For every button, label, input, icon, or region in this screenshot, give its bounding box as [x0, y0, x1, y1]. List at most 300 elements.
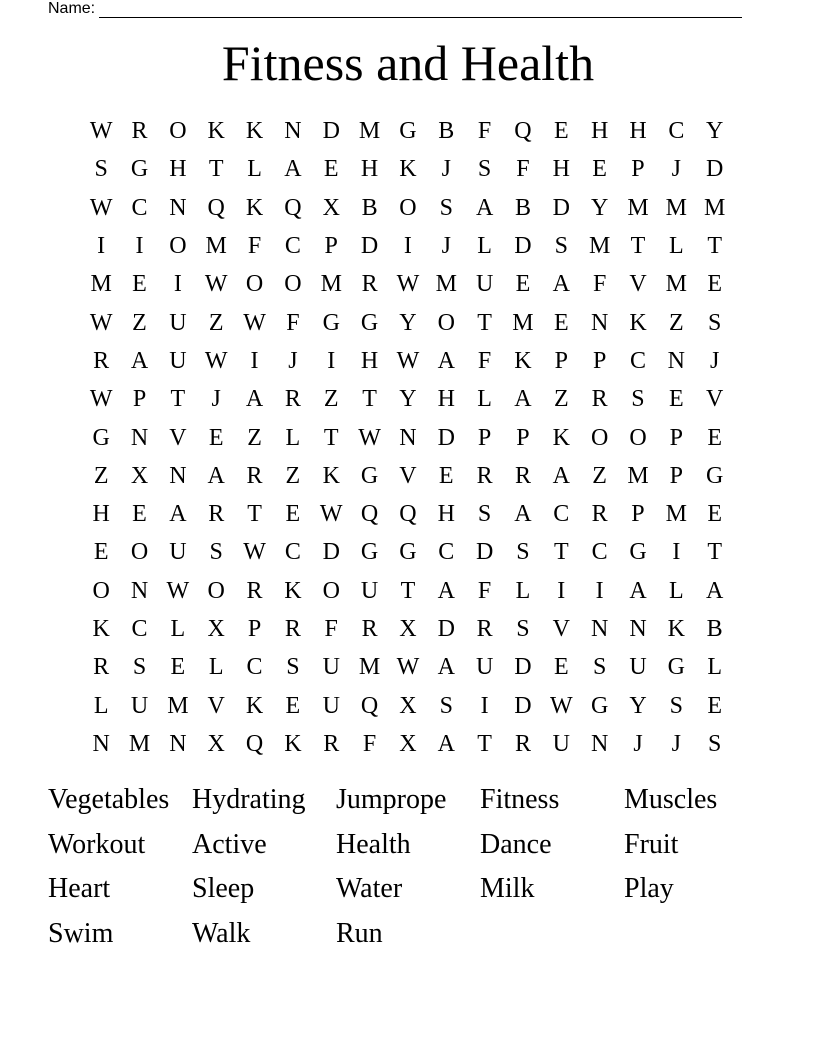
grid-letter[interactable]: L	[170, 616, 186, 642]
grid-letter[interactable]: V	[399, 462, 417, 489]
grid-letter[interactable]: D	[475, 539, 494, 566]
grid-letter[interactable]: H	[92, 501, 110, 528]
grid-letter[interactable]: M	[704, 194, 726, 221]
grid-letter[interactable]: I	[480, 692, 489, 719]
grid-letter[interactable]: N	[130, 577, 149, 604]
grid-letter[interactable]: U	[475, 271, 494, 298]
grid-letter[interactable]: O	[169, 233, 187, 260]
grid-letter[interactable]: M	[90, 271, 112, 298]
grid-letter[interactable]: E	[515, 271, 531, 298]
grid-letter[interactable]: A	[284, 156, 302, 183]
grid-letter[interactable]: I	[250, 347, 259, 374]
grid-letter[interactable]: O	[629, 424, 647, 451]
grid-letter[interactable]: P	[592, 347, 607, 374]
grid-letter[interactable]: T	[477, 309, 492, 336]
grid-letter[interactable]: X	[399, 692, 417, 719]
grid-letter[interactable]: G	[130, 156, 149, 183]
grid-letter[interactable]: W	[396, 347, 420, 374]
word-list-item: Play	[624, 873, 674, 905]
grid-letter[interactable]: D	[437, 424, 455, 451]
grid-letter[interactable]: S	[94, 156, 108, 183]
grid-letter[interactable]: S	[592, 654, 607, 681]
grid-letter[interactable]: E	[323, 156, 339, 183]
grid-letter[interactable]: Y	[399, 309, 417, 336]
grid-letter[interactable]: M	[167, 692, 189, 719]
grid-letter[interactable]: U	[475, 654, 494, 681]
grid-letter[interactable]: T	[362, 386, 377, 413]
grid-letter[interactable]: G	[92, 424, 110, 451]
grid-letter[interactable]: L	[208, 654, 224, 681]
grid-letter[interactable]: Z	[285, 462, 301, 489]
grid-letter[interactable]: P	[631, 501, 645, 528]
grid-letter[interactable]: S	[477, 156, 492, 183]
word-list-item: Fruit	[624, 828, 679, 860]
grid-letter[interactable]: T	[630, 233, 646, 260]
grid-letter[interactable]: F	[516, 156, 530, 183]
grid-letter[interactable]: J	[671, 156, 681, 183]
grid-letter[interactable]: S	[707, 730, 722, 757]
grid-letter[interactable]: L	[477, 386, 492, 413]
grid-letter[interactable]: L	[668, 233, 684, 260]
grid-letter[interactable]: Q	[514, 118, 532, 145]
grid-letter[interactable]: M	[665, 271, 687, 298]
grid-letter[interactable]: D	[706, 156, 724, 183]
grid-letter[interactable]: P	[247, 616, 262, 642]
grid-letter[interactable]: J	[710, 347, 720, 374]
word-list-item: Sleep	[192, 873, 255, 905]
grid-letter[interactable]: M	[128, 730, 151, 757]
grid-letter[interactable]: O	[245, 271, 264, 298]
grid-letter[interactable]: E	[285, 501, 301, 528]
grid-letter[interactable]: I	[173, 271, 182, 298]
grid-letter[interactable]: E	[93, 539, 109, 566]
grid-letter[interactable]: T	[477, 730, 492, 757]
grid-letter[interactable]: U	[169, 539, 187, 566]
grid-letter[interactable]: R	[591, 501, 608, 528]
grid-letter[interactable]: R	[246, 462, 263, 489]
grid-letter[interactable]: A	[475, 194, 494, 221]
grid-letter[interactable]: K	[245, 118, 264, 145]
grid-letter[interactable]: O	[399, 194, 417, 221]
grid-letter[interactable]: A	[169, 501, 187, 528]
grid-letter[interactable]: C	[284, 233, 301, 260]
grid-letter[interactable]: U	[130, 692, 149, 719]
grid-letter[interactable]: U	[322, 692, 340, 719]
grid-letter[interactable]: N	[399, 424, 417, 451]
grid-letter[interactable]: W	[204, 347, 228, 374]
grid-letter[interactable]: A	[552, 271, 570, 298]
grid-letter[interactable]: K	[284, 577, 302, 604]
grid-letter[interactable]: K	[667, 616, 685, 642]
grid-letter[interactable]: W	[396, 654, 420, 681]
grid-letter[interactable]: O	[322, 577, 340, 604]
grid-letter[interactable]: F	[286, 309, 300, 336]
grid-letter[interactable]: L	[668, 577, 684, 604]
grid-letter[interactable]: O	[284, 271, 302, 298]
grid-letter[interactable]: T	[208, 156, 224, 183]
grid-letter[interactable]: K	[552, 424, 570, 451]
grid-letter[interactable]: N	[92, 730, 110, 757]
grid-letter[interactable]: C	[246, 654, 263, 681]
grid-letter[interactable]: B	[706, 616, 723, 642]
grid-letter[interactable]: H	[360, 347, 379, 374]
grid-letter[interactable]: E	[553, 309, 569, 336]
grid-letter[interactable]: S	[516, 539, 530, 566]
grid-letter[interactable]: C	[438, 539, 455, 566]
grid-letter[interactable]: W	[319, 501, 343, 528]
grid-letter[interactable]: F	[247, 233, 262, 260]
grid-letter[interactable]: N	[629, 616, 647, 642]
grid-letter[interactable]: C	[284, 539, 301, 566]
grid-letter[interactable]: M	[320, 271, 342, 298]
grid-letter[interactable]: W	[89, 386, 113, 413]
grid-letter[interactable]: F	[477, 118, 492, 145]
grid-letter[interactable]: M	[435, 271, 457, 298]
grid-letter[interactable]: L	[247, 156, 262, 183]
grid-letter[interactable]: G	[360, 309, 379, 336]
grid-letter[interactable]: B	[514, 194, 531, 221]
grid-letter[interactable]: C	[591, 539, 608, 566]
grid-letter[interactable]: F	[362, 730, 377, 757]
grid-letter[interactable]: B	[438, 118, 455, 145]
grid-letter[interactable]: G	[629, 539, 647, 566]
grid-letter[interactable]: N	[284, 118, 302, 145]
grid-letter[interactable]: J	[441, 233, 451, 260]
grid-letter[interactable]: W	[358, 424, 381, 451]
grid-letter[interactable]: R	[208, 501, 225, 528]
grid-letter[interactable]: O	[130, 539, 149, 566]
grid-letter[interactable]: R	[591, 386, 608, 413]
grid-letter[interactable]: S	[439, 194, 453, 221]
grid-row	[82, 303, 734, 341]
grid-letter[interactable]: S	[631, 386, 645, 413]
grid-letter[interactable]: S	[132, 654, 147, 681]
grid-letter[interactable]: F	[324, 616, 338, 642]
grid-letter[interactable]: Z	[323, 386, 339, 413]
grid-letter[interactable]: T	[707, 539, 722, 566]
grid-letter[interactable]: E	[170, 654, 186, 681]
grid-letter[interactable]: I	[327, 347, 336, 374]
grid-letter[interactable]: W	[549, 692, 573, 719]
grid-letter[interactable]: T	[323, 424, 339, 451]
grid-letter[interactable]: G	[399, 539, 417, 566]
grid-letter[interactable]: I	[595, 577, 604, 604]
grid-letter[interactable]: C	[629, 347, 646, 374]
grid-letter[interactable]: E	[208, 424, 224, 451]
grid-row	[82, 227, 734, 265]
grid-letter[interactable]: M	[627, 462, 649, 489]
grid-letter[interactable]: U	[360, 577, 379, 604]
grid-row	[82, 610, 734, 648]
grid-letter[interactable]: H	[629, 118, 647, 145]
grid-letter[interactable]: E	[285, 692, 301, 719]
grid-letter[interactable]: A	[437, 654, 455, 681]
grid-letter[interactable]: P	[324, 233, 338, 260]
grid-letter[interactable]: K	[284, 730, 302, 757]
grid-letter[interactable]: J	[211, 386, 221, 413]
grid-letter[interactable]: K	[207, 118, 225, 145]
grid-letter[interactable]: Z	[132, 309, 147, 336]
grid-letter[interactable]: D	[514, 654, 532, 681]
grid-letter[interactable]: F	[477, 577, 492, 604]
grid-letter[interactable]: P	[132, 386, 147, 413]
grid-letter[interactable]: M	[627, 194, 649, 221]
grid-letter[interactable]: W	[243, 309, 266, 336]
grid-letter[interactable]: P	[669, 424, 683, 451]
grid-letter[interactable]: D	[552, 194, 570, 221]
grid-letter[interactable]: D	[322, 118, 340, 145]
grid-letter[interactable]: R	[361, 271, 378, 298]
grid-letter[interactable]: R	[93, 347, 110, 374]
grid-letter[interactable]: N	[130, 424, 149, 451]
grid-letter[interactable]: Q	[399, 501, 417, 528]
grid-letter[interactable]: F	[592, 271, 607, 298]
grid-letter[interactable]: A	[706, 577, 724, 604]
grid-letter[interactable]: N	[590, 616, 609, 642]
grid-letter[interactable]: R	[246, 577, 263, 604]
grid-letter[interactable]: D	[514, 692, 532, 719]
grid-letter[interactable]: S	[439, 692, 453, 719]
grid-letter[interactable]: A	[514, 501, 532, 528]
grid-letter[interactable]: N	[590, 730, 609, 757]
grid-letter[interactable]: N	[169, 194, 187, 221]
grid-letter[interactable]: Q	[207, 194, 225, 221]
grid-letter[interactable]: O	[92, 577, 110, 604]
grid-letter[interactable]: Y	[590, 194, 609, 221]
grid-letter[interactable]: G	[360, 462, 379, 489]
word-search-grid	[82, 112, 734, 763]
name-underline[interactable]	[99, 2, 742, 18]
grid-letter[interactable]: K	[322, 462, 340, 489]
grid-letter[interactable]: U	[169, 309, 187, 336]
grid-letter[interactable]: J	[633, 730, 643, 757]
grid-letter[interactable]: O	[169, 118, 187, 145]
grid-letter[interactable]: D	[514, 233, 532, 260]
grid-letter[interactable]: S	[554, 233, 568, 260]
grid-letter[interactable]: Y	[629, 692, 647, 719]
grid-letter[interactable]: E	[132, 501, 147, 528]
grid-letter[interactable]: Z	[93, 462, 109, 489]
grid-letter[interactable]: I	[135, 233, 144, 260]
grid-letter[interactable]: L	[707, 654, 722, 681]
grid-letter[interactable]: A	[437, 730, 455, 757]
grid-letter[interactable]: O	[590, 424, 609, 451]
grid-letter[interactable]: M	[205, 233, 227, 260]
grid-letter[interactable]: U	[629, 654, 647, 681]
grid-letter[interactable]: Y	[399, 386, 417, 413]
grid-row	[82, 533, 734, 571]
grid-letter[interactable]: U	[322, 654, 340, 681]
grid-letter[interactable]: W	[89, 309, 113, 336]
grid-letter[interactable]: M	[665, 501, 687, 528]
grid-letter[interactable]: W	[204, 271, 228, 298]
grid-letter[interactable]: I	[557, 577, 566, 604]
grid-letter[interactable]: U	[169, 347, 187, 374]
grid-letter[interactable]: H	[169, 156, 187, 183]
grid-letter[interactable]: S	[477, 501, 492, 528]
grid-letter[interactable]: H	[360, 156, 379, 183]
grid-letter[interactable]: C	[668, 118, 685, 145]
grid-letter[interactable]: T	[400, 577, 416, 604]
grid-letter[interactable]: K	[629, 309, 647, 336]
grid-letter[interactable]: R	[514, 730, 531, 757]
grid-letter[interactable]: A	[514, 386, 532, 413]
grid-letter[interactable]: R	[476, 462, 493, 489]
grid-letter[interactable]: Q	[245, 730, 264, 757]
grid-letter[interactable]: G	[322, 309, 340, 336]
grid-letter[interactable]: Q	[360, 692, 379, 719]
grid-letter[interactable]: W	[166, 577, 190, 604]
word-list-item: Swim	[48, 918, 114, 950]
grid-letter[interactable]: G	[667, 654, 685, 681]
grid-letter[interactable]: L	[477, 233, 492, 260]
grid-letter[interactable]: V	[706, 386, 724, 413]
grid-letter[interactable]: V	[552, 616, 570, 642]
grid-letter[interactable]: E	[707, 501, 722, 528]
grid-letter[interactable]: W	[89, 194, 113, 221]
grid-letter[interactable]: X	[130, 462, 149, 489]
grid-letter[interactable]: V	[207, 692, 225, 719]
grid-letter[interactable]: R	[476, 616, 493, 642]
grid-letter[interactable]: M	[358, 654, 381, 681]
grid-letter[interactable]: M	[358, 118, 381, 145]
grid-letter[interactable]: S	[516, 616, 530, 642]
grid-letter[interactable]: E	[553, 118, 569, 145]
grid-letter[interactable]: P	[477, 424, 492, 451]
grid-letter[interactable]: P	[631, 156, 645, 183]
grid-letter[interactable]: L	[515, 577, 531, 604]
grid-letter[interactable]: Q	[360, 501, 379, 528]
grid-letter[interactable]: G	[399, 118, 417, 145]
grid-letter[interactable]: W	[89, 118, 113, 145]
word-list-item: Muscles	[624, 784, 718, 815]
grid-letter[interactable]: F	[477, 347, 492, 374]
grid-letter[interactable]: J	[441, 156, 451, 183]
grid-letter[interactable]: T	[170, 386, 186, 413]
grid-letter[interactable]: G	[706, 462, 724, 489]
grid-letter[interactable]: N	[169, 730, 187, 757]
grid-letter[interactable]: W	[396, 271, 420, 298]
grid-letter[interactable]: A	[207, 462, 225, 489]
grid-letter[interactable]: H	[437, 386, 455, 413]
grid-letter[interactable]: C	[553, 501, 570, 528]
grid-letter[interactable]: S	[286, 654, 300, 681]
grid-letter[interactable]: V	[629, 271, 647, 298]
grid-letter[interactable]: Z	[668, 309, 684, 336]
grid-letter[interactable]: D	[360, 233, 379, 260]
grid-letter[interactable]: D	[322, 539, 340, 566]
grid-letter[interactable]: E	[553, 654, 569, 681]
grid-letter[interactable]: N	[667, 347, 685, 374]
grid-letter[interactable]: U	[552, 730, 570, 757]
grid-letter[interactable]: T	[707, 233, 722, 260]
grid-letter[interactable]: W	[243, 539, 266, 566]
grid-letter[interactable]: H	[590, 118, 609, 145]
grid-letter[interactable]: L	[285, 424, 301, 451]
grid-letter[interactable]: K	[399, 156, 417, 183]
grid-letter[interactable]: Q	[284, 194, 302, 221]
grid-letter[interactable]: A	[245, 386, 264, 413]
grid-letter[interactable]: R	[284, 616, 301, 642]
grid-letter[interactable]: G	[360, 539, 379, 566]
grid-letter[interactable]: R	[514, 462, 531, 489]
grid-letter[interactable]: C	[131, 616, 148, 642]
grid-letter[interactable]: O	[207, 577, 225, 604]
grid-letter[interactable]: E	[707, 271, 722, 298]
grid-letter[interactable]: E	[707, 424, 722, 451]
grid-letter[interactable]: I	[403, 233, 412, 260]
grid-letter[interactable]: G	[590, 692, 609, 719]
grid-letter[interactable]: K	[245, 692, 264, 719]
grid-letter[interactable]: M	[512, 309, 534, 336]
grid-letter[interactable]: H	[437, 501, 455, 528]
grid-letter[interactable]: T	[247, 501, 262, 528]
grid-letter[interactable]: V	[169, 424, 187, 451]
grid-letter[interactable]: B	[361, 194, 378, 221]
grid-letter[interactable]: Y	[706, 118, 724, 145]
grid-letter[interactable]: L	[93, 692, 109, 719]
grid-letter[interactable]: R	[284, 386, 301, 413]
grid-letter[interactable]: Z	[553, 386, 569, 413]
grid-letter[interactable]: D	[437, 616, 455, 642]
grid-letter[interactable]: I	[97, 233, 106, 260]
grid-letter[interactable]: A	[629, 577, 647, 604]
grid-letter[interactable]: X	[399, 616, 417, 642]
grid-letter[interactable]: H	[552, 156, 570, 183]
grid-letter[interactable]: R	[131, 118, 148, 145]
grid-letter[interactable]: E	[132, 271, 147, 298]
grid-letter[interactable]: X	[207, 730, 225, 757]
grid-letter[interactable]: Z	[247, 424, 262, 451]
grid-letter[interactable]: E	[668, 386, 684, 413]
grid-letter[interactable]: R	[323, 730, 340, 757]
grid-letter[interactable]: A	[552, 462, 570, 489]
grid-letter[interactable]: X	[207, 616, 225, 642]
grid-letter[interactable]: T	[553, 539, 569, 566]
grid-letter[interactable]: E	[592, 156, 607, 183]
grid-letter[interactable]: A	[437, 577, 455, 604]
grid-letter[interactable]: J	[288, 347, 298, 374]
grid-letter[interactable]: N	[169, 462, 187, 489]
grid-letter[interactable]: S	[669, 692, 683, 719]
grid-letter[interactable]: P	[554, 347, 568, 374]
grid-letter[interactable]: S	[209, 539, 223, 566]
grid-letter[interactable]: X	[399, 730, 417, 757]
grid-letter[interactable]: Z	[592, 462, 607, 489]
grid-letter[interactable]: X	[322, 194, 340, 221]
grid-letter[interactable]: K	[245, 194, 264, 221]
grid-letter[interactable]: Z	[208, 309, 224, 336]
grid-letter[interactable]: A	[437, 347, 455, 374]
grid-letter[interactable]: J	[671, 730, 681, 757]
grid-letter[interactable]: P	[669, 462, 683, 489]
grid-letter[interactable]: M	[588, 233, 611, 260]
grid-letter[interactable]: I	[672, 539, 681, 566]
grid-letter[interactable]: P	[516, 424, 530, 451]
grid-letter[interactable]: O	[437, 309, 455, 336]
grid-letter[interactable]: K	[92, 616, 110, 642]
grid-letter[interactable]: R	[93, 654, 110, 681]
grid-letter[interactable]: S	[707, 309, 722, 336]
grid-letter[interactable]: K	[514, 347, 532, 374]
grid-letter[interactable]: A	[130, 347, 149, 374]
grid-letter[interactable]: R	[361, 616, 378, 642]
grid-letter[interactable]: C	[131, 194, 148, 221]
grid-letter[interactable]: M	[665, 194, 687, 221]
grid-letter[interactable]: E	[707, 692, 722, 719]
grid-letter[interactable]: N	[590, 309, 609, 336]
grid-letter[interactable]: E	[438, 462, 454, 489]
